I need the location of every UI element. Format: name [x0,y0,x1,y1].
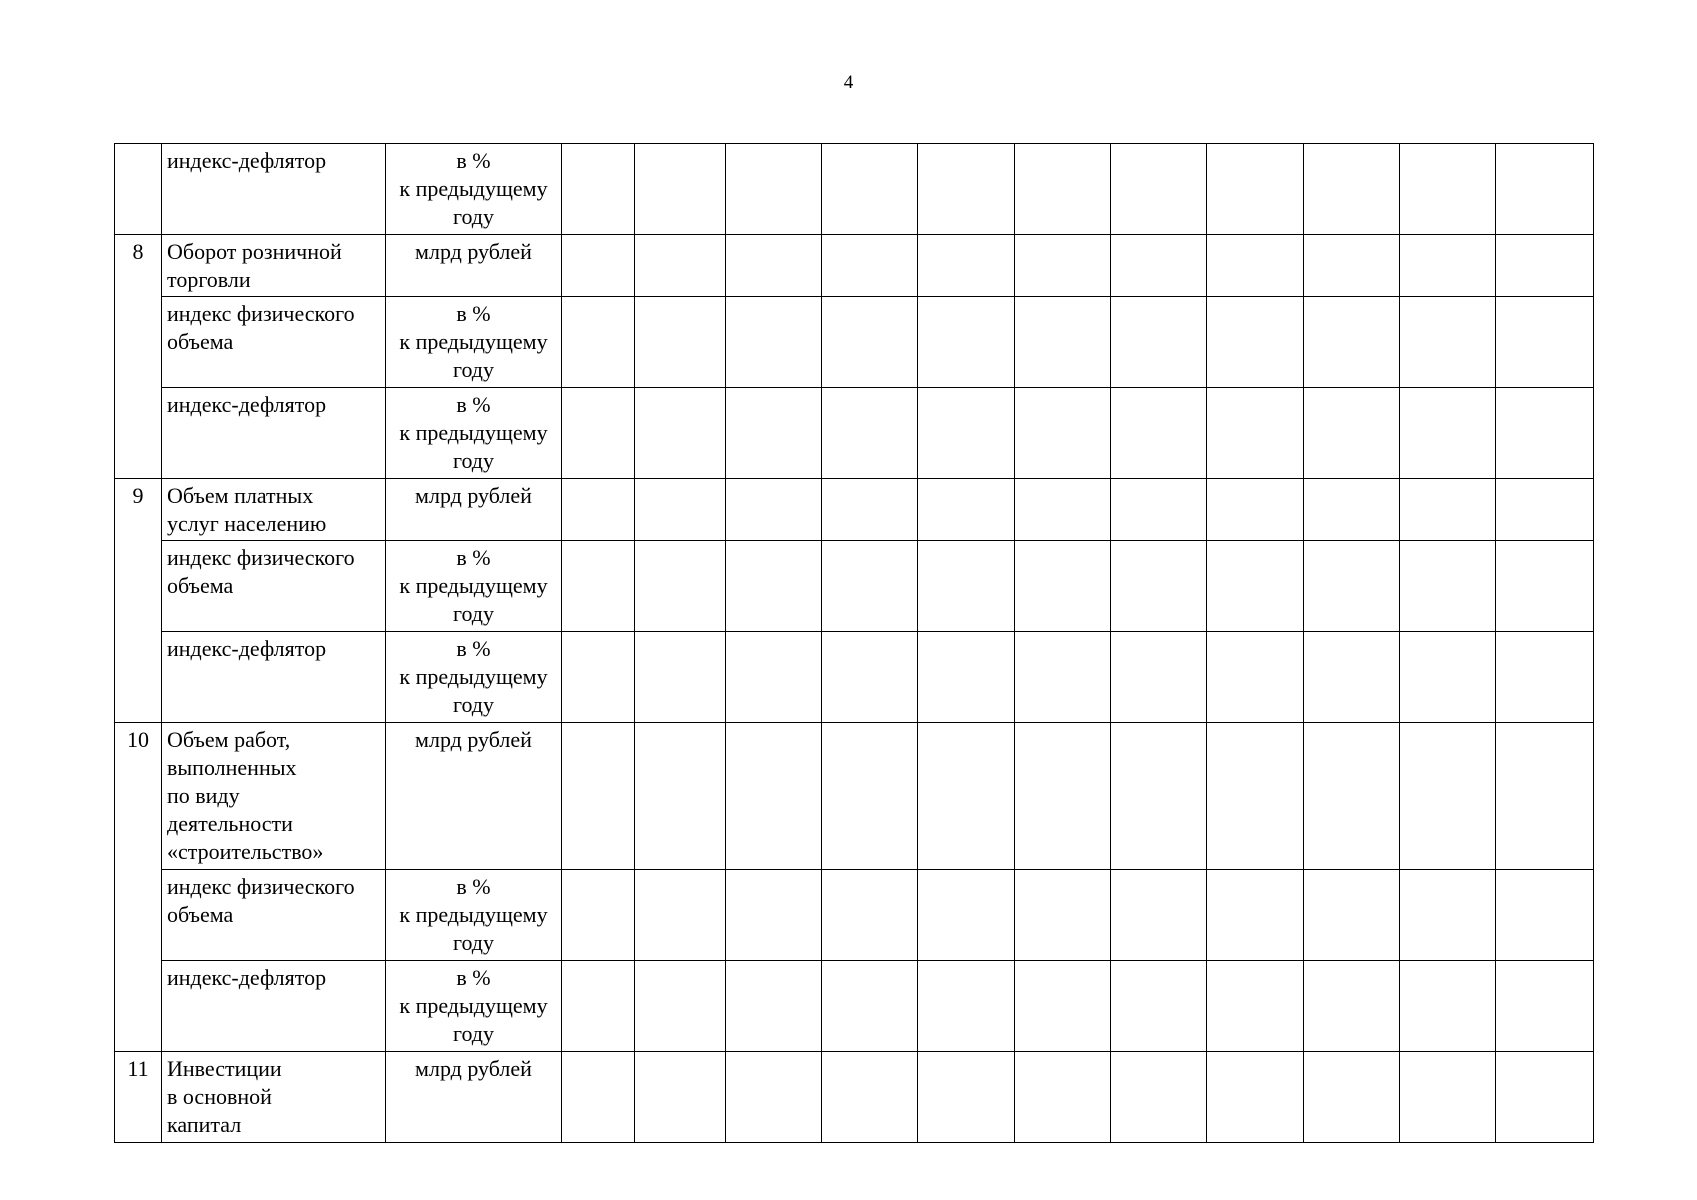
table-row [115,479,1594,541]
value-cell [726,1052,822,1143]
unit-cell: млрд рублей [386,479,562,541]
value-cell [1304,1052,1400,1143]
value-cell [635,479,726,541]
value-cell [822,144,918,235]
value-cell [1015,235,1111,297]
value-cell [726,541,822,632]
value-cell [1207,961,1304,1052]
value-cell [726,297,822,388]
indicator-name-cell: индекс-дефлятор [162,388,386,479]
indicator-name-cell: Объем платных услуг населению [162,479,386,541]
value-cell [1015,723,1111,870]
value-cell [726,961,822,1052]
value-cell [1207,235,1304,297]
value-cell [1304,541,1400,632]
value-cell [635,961,726,1052]
table-row [115,388,1594,479]
value-cell [1400,1052,1496,1143]
value-cell [1207,479,1304,541]
indicator-name-cell: индекс-дефлятор [162,632,386,723]
unit-cell: в % к предыдущему году [386,541,562,632]
value-cell [918,479,1015,541]
table-body [115,144,1594,1143]
value-cell [1400,144,1496,235]
value-cell [562,1052,635,1143]
value-cell [635,870,726,961]
row-number-cell: 10 [115,723,162,1052]
unit-cell: в % к предыдущему году [386,388,562,479]
value-cell [1111,723,1207,870]
table-row [115,870,1594,961]
value-cell [635,235,726,297]
value-cell [1400,235,1496,297]
table-row [115,144,1594,235]
value-cell [562,541,635,632]
value-cell [1111,297,1207,388]
value-cell [1207,388,1304,479]
value-cell [562,297,635,388]
unit-cell: в % к предыдущему году [386,961,562,1052]
page-number: 4 [843,72,854,93]
value-cell [1304,632,1400,723]
table-row [115,632,1594,723]
value-cell [1304,479,1400,541]
row-number-cell [115,144,162,235]
value-cell [1015,297,1111,388]
value-cell [726,388,822,479]
indicators-table [114,143,1594,1143]
value-cell [1496,1052,1594,1143]
value-cell [918,144,1015,235]
value-cell [1400,297,1496,388]
value-cell [1304,961,1400,1052]
value-cell [822,297,918,388]
table-row [115,1052,1594,1143]
value-cell [822,235,918,297]
value-cell [1111,235,1207,297]
indicator-name-cell: Инвестиции в основной капитал [162,1052,386,1143]
value-cell [635,144,726,235]
value-cell [1496,632,1594,723]
value-cell [635,541,726,632]
value-cell [1400,632,1496,723]
row-number-cell: 9 [115,479,162,723]
table-row [115,541,1594,632]
value-cell [1496,235,1594,297]
value-cell [635,723,726,870]
value-cell [918,388,1015,479]
value-cell [1304,723,1400,870]
value-cell [562,144,635,235]
indicator-name-cell: индекс физического объема [162,297,386,388]
value-cell [1400,723,1496,870]
unit-cell: в % к предыдущему году [386,870,562,961]
indicator-name-cell: индекс физического объема [162,541,386,632]
indicator-name-cell: индекс физического объема [162,870,386,961]
value-cell [822,388,918,479]
unit-cell: млрд рублей [386,1052,562,1143]
value-cell [562,961,635,1052]
value-cell [1400,479,1496,541]
table-row [115,297,1594,388]
value-cell [822,479,918,541]
row-number-cell: 8 [115,235,162,479]
value-cell [726,235,822,297]
value-cell [1496,870,1594,961]
value-cell [822,541,918,632]
row-number-cell: 11 [115,1052,162,1143]
value-cell [1015,144,1111,235]
value-cell [1015,541,1111,632]
unit-cell: млрд рублей [386,235,562,297]
value-cell [1111,870,1207,961]
value-cell [918,632,1015,723]
value-cell [635,297,726,388]
value-cell [1496,723,1594,870]
value-cell [726,144,822,235]
value-cell [1015,479,1111,541]
value-cell [1304,388,1400,479]
value-cell [726,723,822,870]
value-cell [562,723,635,870]
value-cell [918,297,1015,388]
value-cell [822,723,918,870]
value-cell [1111,479,1207,541]
value-cell [918,235,1015,297]
value-cell [1496,388,1594,479]
value-cell [1015,1052,1111,1143]
unit-cell: млрд рублей [386,723,562,870]
value-cell [1207,541,1304,632]
value-cell [1207,632,1304,723]
table-row [115,723,1594,870]
value-cell [822,961,918,1052]
indicator-name-cell: индекс-дефлятор [162,144,386,235]
value-cell [822,1052,918,1143]
value-cell [1304,235,1400,297]
value-cell [1015,632,1111,723]
value-cell [1496,961,1594,1052]
indicator-name-cell: индекс-дефлятор [162,961,386,1052]
table-row [115,961,1594,1052]
value-cell [726,632,822,723]
value-cell [562,235,635,297]
value-cell [1207,297,1304,388]
value-cell [635,632,726,723]
value-cell [1207,870,1304,961]
value-cell [726,479,822,541]
value-cell [1304,297,1400,388]
value-cell [1111,388,1207,479]
value-cell [1496,479,1594,541]
value-cell [1496,144,1594,235]
indicator-name-cell: Оборот розничной торговли [162,235,386,297]
value-cell [1015,961,1111,1052]
value-cell [822,632,918,723]
value-cell [1496,297,1594,388]
value-cell [918,870,1015,961]
value-cell [918,723,1015,870]
value-cell [1111,632,1207,723]
value-cell [726,870,822,961]
unit-cell: в % к предыдущему году [386,632,562,723]
value-cell [1496,541,1594,632]
value-cell [635,1052,726,1143]
value-cell [1111,1052,1207,1143]
value-cell [562,632,635,723]
value-cell [1304,870,1400,961]
value-cell [562,479,635,541]
value-cell [1400,541,1496,632]
value-cell [1015,388,1111,479]
value-cell [1111,541,1207,632]
unit-cell: в % к предыдущему году [386,297,562,388]
value-cell [562,388,635,479]
value-cell [635,388,726,479]
value-cell [918,541,1015,632]
value-cell [1015,870,1111,961]
value-cell [822,870,918,961]
value-cell [1400,961,1496,1052]
value-cell [1207,144,1304,235]
value-cell [918,961,1015,1052]
value-cell [1304,144,1400,235]
value-cell [1207,1052,1304,1143]
value-cell [1111,961,1207,1052]
value-cell [1400,388,1496,479]
table-row [115,235,1594,297]
value-cell [1111,144,1207,235]
value-cell [562,870,635,961]
value-cell [1207,723,1304,870]
value-cell [918,1052,1015,1143]
indicator-name-cell: Объем работ, выполненных по виду деятельности «строительство» [162,723,386,870]
value-cell [1400,870,1496,961]
unit-cell: в % к предыдущему году [386,144,562,235]
